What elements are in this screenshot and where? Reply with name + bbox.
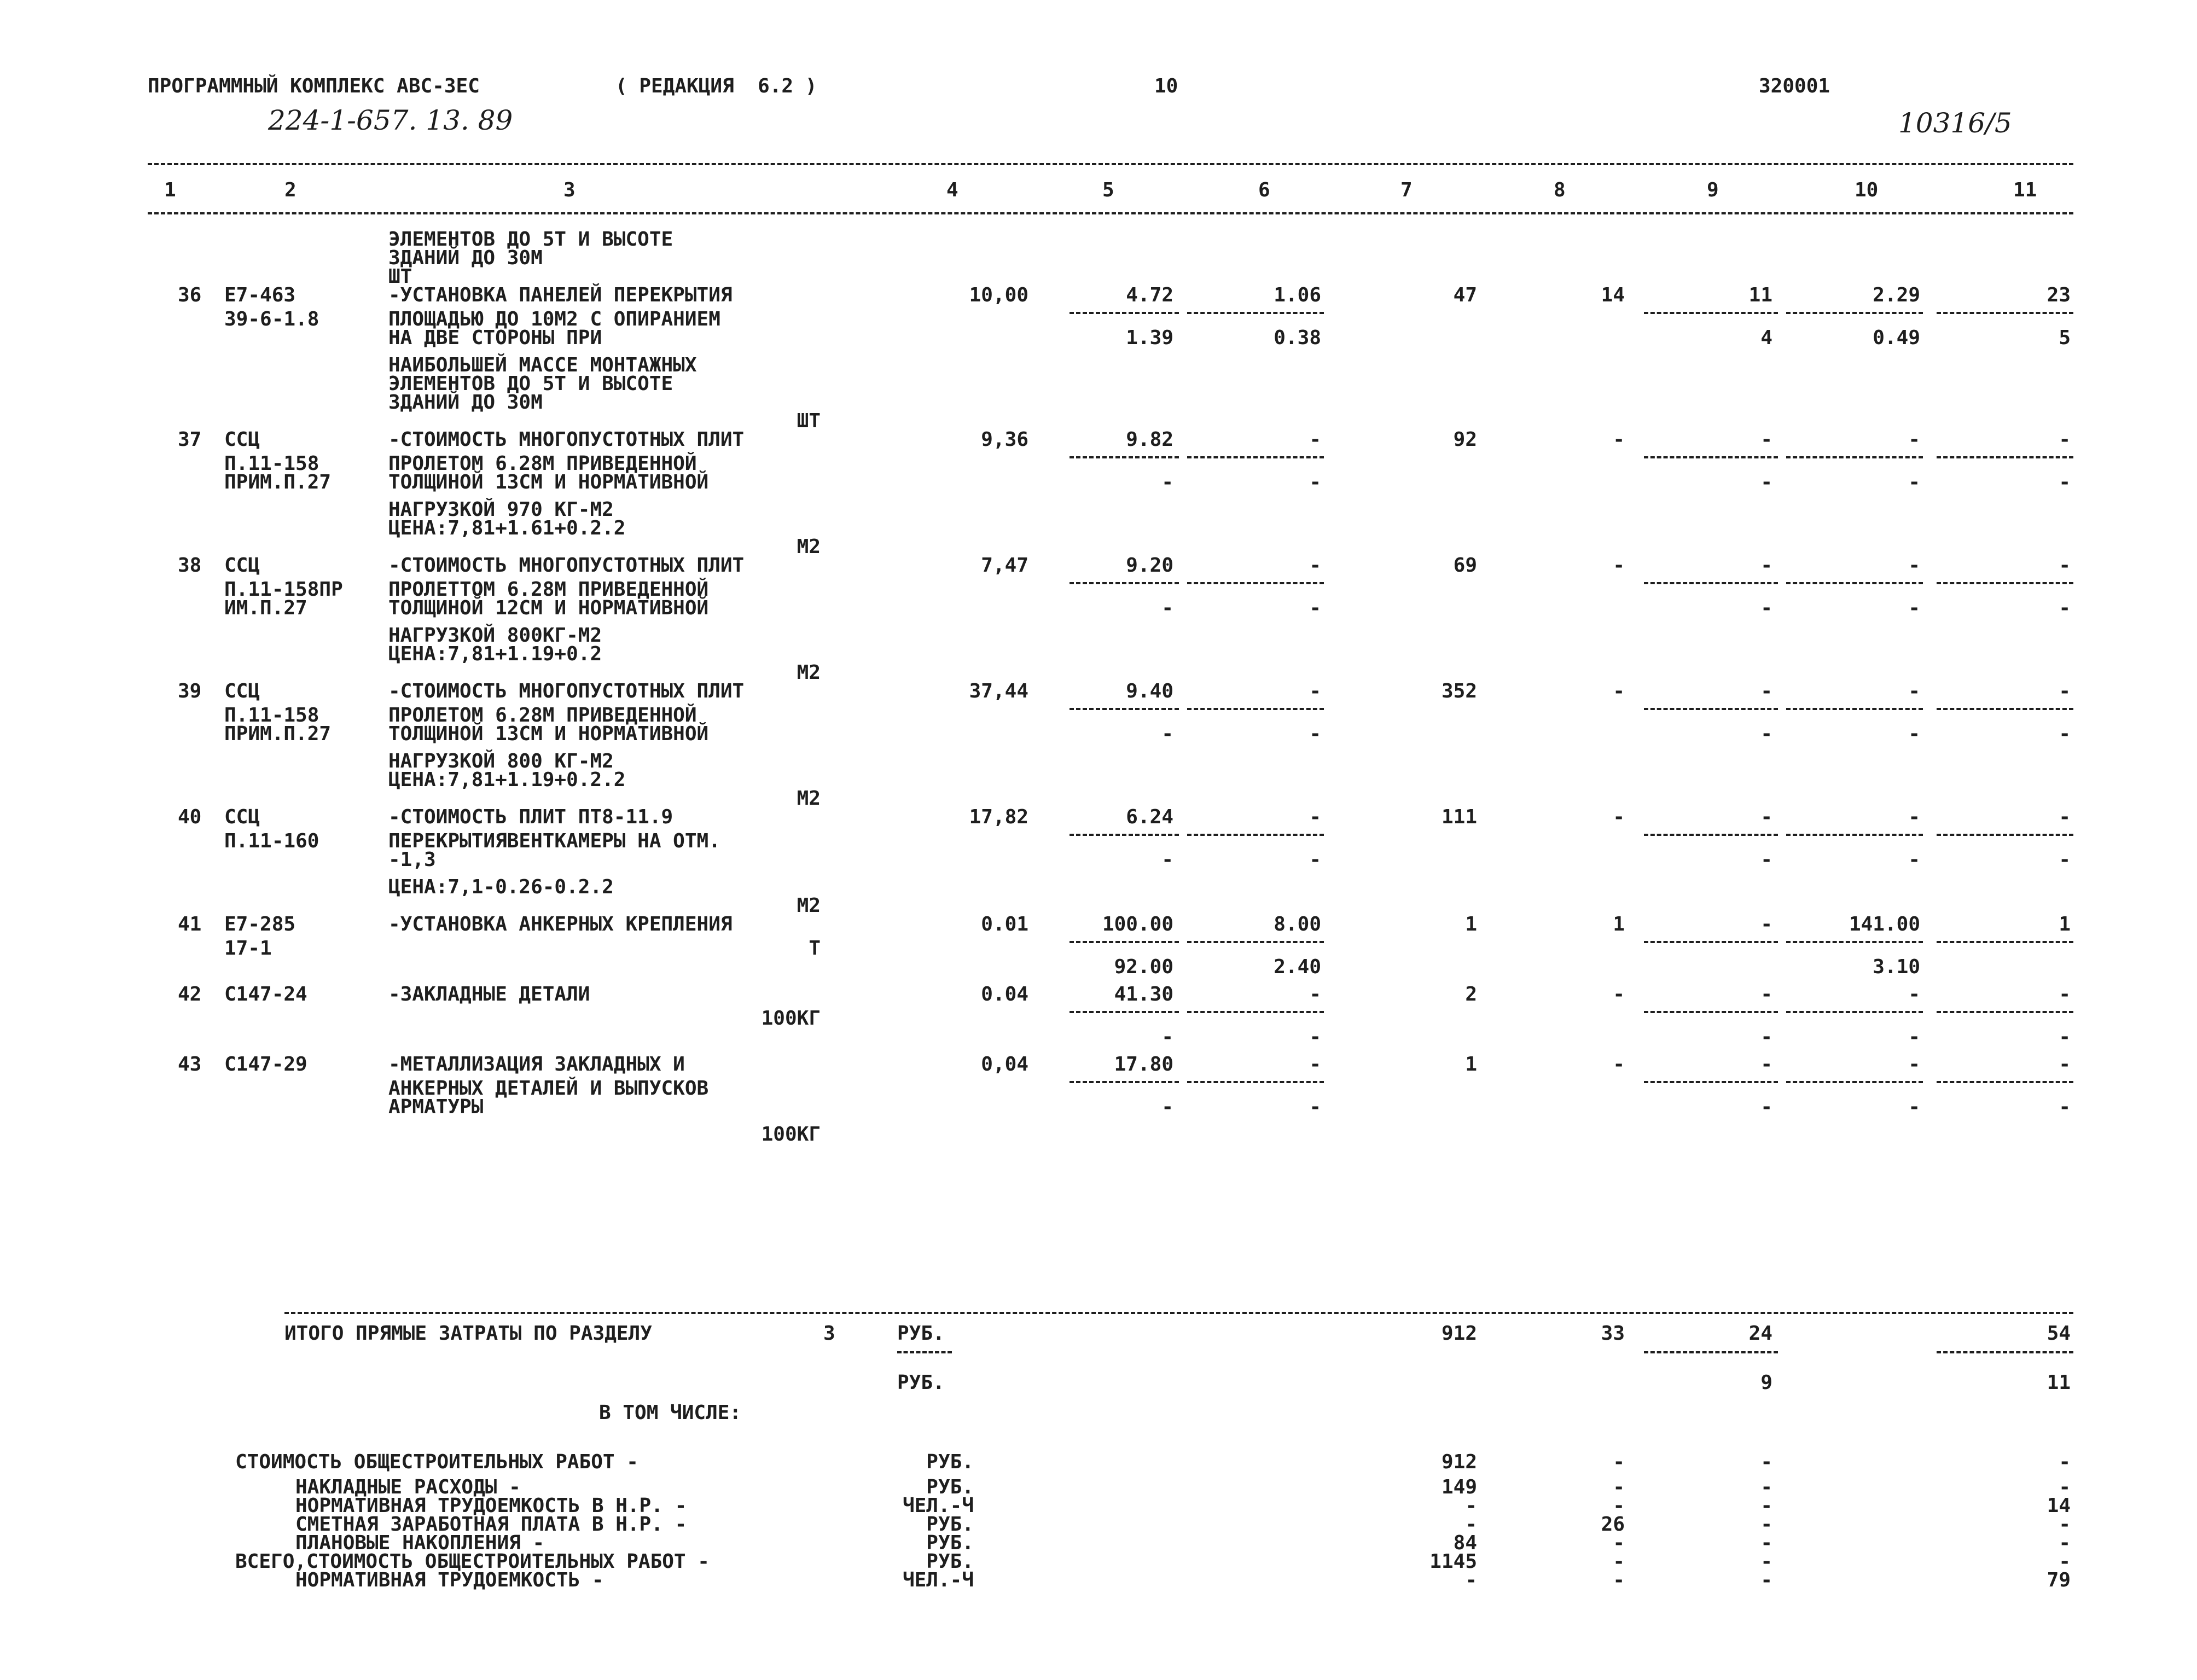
cell-c7: 1 xyxy=(1465,913,1477,935)
item-description: -1,3 xyxy=(388,848,436,871)
summary-c8: - xyxy=(1613,1550,1625,1573)
cell-c6: - xyxy=(1309,554,1321,577)
cell-c9: - xyxy=(1760,983,1772,1005)
item-description: АРМАТУРЫ xyxy=(388,1096,484,1118)
item-code: П.11-160 xyxy=(224,830,319,852)
cell-c7: 69 xyxy=(1453,554,1477,577)
totals-title: ИТОГО ПРЯМЫЕ ЗАТРАТЫ ПО РАЗДЕЛУ xyxy=(284,1322,652,1345)
item-number: 39 xyxy=(178,680,202,702)
header-rule-top xyxy=(148,163,2073,165)
fraction-bar xyxy=(1187,1011,1324,1013)
fraction-bar xyxy=(1937,1011,2073,1013)
cell-c4: 0.04 xyxy=(981,983,1028,1005)
column-header-5: 5 xyxy=(1102,179,1114,201)
item-code: ССЦ xyxy=(224,806,260,828)
column-header-8: 8 xyxy=(1554,179,1566,201)
cell-c5: 92.00 xyxy=(1114,956,1173,978)
summary-label: СТОИМОСТЬ ОБЩЕСТРОИТЕЛЬНЫХ РАБОТ - xyxy=(235,1451,638,1473)
totals-unit-2: РУБ. xyxy=(897,1371,945,1394)
item-description: -СТОИМОСТЬ ПЛИТ ПТ8-11.9 xyxy=(388,806,673,828)
fraction-bar xyxy=(1786,312,1923,314)
item-number: 37 xyxy=(178,428,202,451)
cell-c8: 14 xyxy=(1601,284,1625,306)
cell-c4: 7,47 xyxy=(981,554,1028,577)
cell-c11: - xyxy=(2059,806,2071,828)
page-number: 10 xyxy=(1154,75,1178,97)
item-unit: М2 xyxy=(797,536,821,558)
item-unit: М2 xyxy=(797,787,821,810)
cell-c8: - xyxy=(1613,554,1625,577)
cell-c6: - xyxy=(1309,428,1321,451)
item-description: ЗДАНИЙ ДО 30М xyxy=(388,391,543,414)
fraction-bar xyxy=(1786,834,1923,836)
summary-c7: 1145 xyxy=(1429,1550,1477,1573)
item-description: -УСТАНОВКА ПАНЕЛЕЙ ПЕРЕКРЫТИЯ xyxy=(388,284,733,306)
summary-c7: - xyxy=(1465,1495,1477,1517)
cell-c10: 3.10 xyxy=(1873,956,1920,978)
summary-label: НАКЛАДНЫЕ РАСХОДЫ - xyxy=(295,1476,521,1498)
item-code: 17-1 xyxy=(224,937,272,960)
fraction-bar xyxy=(1786,1081,1923,1083)
cell-c9: - xyxy=(1760,913,1772,935)
cell-c11: - xyxy=(2059,597,2071,619)
item-code: Е7-463 xyxy=(224,284,296,306)
cell-c4: 10,00 xyxy=(969,284,1028,306)
fraction-bar xyxy=(1937,708,2073,710)
fraction-bar xyxy=(1644,1011,1778,1013)
item-code: ПРИМ.П.27 xyxy=(224,471,332,493)
cell-c11: - xyxy=(2059,680,2071,702)
item-description: -СТОИМОСТЬ МНОГОПУСТОТНЫХ ПЛИТ xyxy=(388,554,745,577)
item-unit: М2 xyxy=(797,894,821,917)
item-description: ТОЛЩИНОЙ 12СМ И НОРМАТИВНОЙ xyxy=(388,597,709,619)
summary-label: СМЕТНАЯ ЗАРАБОТНАЯ ПЛАТА В Н.Р. - xyxy=(295,1513,687,1536)
fraction-bar xyxy=(1187,582,1324,584)
fraction-bar xyxy=(1644,834,1778,836)
cell-c9: - xyxy=(1760,471,1772,493)
document-code: 320001 xyxy=(1759,75,1830,97)
cell-c11: - xyxy=(2059,428,2071,451)
cell-c6: - xyxy=(1309,983,1321,1005)
cell-c10: - xyxy=(1908,723,1920,745)
cell-c9: - xyxy=(1760,597,1772,619)
fraction-bar xyxy=(1937,582,2073,584)
fraction-bar xyxy=(1786,456,1923,458)
cell-c10: - xyxy=(1908,806,1920,828)
item-code: С147-29 xyxy=(224,1053,307,1076)
fraction-bar xyxy=(1786,582,1923,584)
item-code: П.11-158ПР xyxy=(224,578,343,601)
fraction-bar xyxy=(1644,1081,1778,1083)
fraction-bar xyxy=(1937,941,2073,943)
summary-label: ПЛАНОВЫЕ НАКОПЛЕНИЯ - xyxy=(295,1532,545,1554)
fraction-bar xyxy=(1644,456,1778,458)
fraction-bar xyxy=(1786,708,1923,710)
summary-c8: - xyxy=(1613,1532,1625,1554)
cell-c11: 5 xyxy=(2059,327,2071,349)
item-description: ПРОЛЕТОМ 6.28М ПРИВЕДЕННОЙ xyxy=(388,704,697,726)
item-code: 39-6-1.8 xyxy=(224,308,319,330)
cell-c6: - xyxy=(1309,680,1321,702)
item-unit: ШТ xyxy=(797,410,821,432)
summary-c11: 79 xyxy=(2047,1569,2071,1591)
item-code: П.11-158 xyxy=(224,704,319,726)
summary-c11: 14 xyxy=(2047,1495,2071,1517)
cell-c4: 0,04 xyxy=(981,1053,1028,1076)
fraction-bar xyxy=(1070,941,1179,943)
fraction-bar xyxy=(1187,941,1324,943)
cell-c9: - xyxy=(1760,428,1772,451)
cell-c7: 1 xyxy=(1465,1053,1477,1076)
cell-c11: - xyxy=(2059,1096,2071,1118)
cell-c5: - xyxy=(1161,848,1173,871)
totals-c7: 912 xyxy=(1441,1322,1477,1345)
fraction-bar xyxy=(1786,941,1923,943)
fraction-bar xyxy=(1187,312,1324,314)
cell-c8: - xyxy=(1613,680,1625,702)
summary-c8: - xyxy=(1613,1476,1625,1498)
item-unit: 100КГ xyxy=(761,1007,821,1030)
fraction-bar xyxy=(1187,834,1324,836)
summary-c11: - xyxy=(2059,1451,2071,1473)
fraction-bar xyxy=(1187,708,1324,710)
cell-c10: - xyxy=(1908,1096,1920,1118)
summary-unit: РУБ. xyxy=(926,1550,974,1573)
fraction-bar xyxy=(1070,834,1179,836)
item-code: П.11-158 xyxy=(224,452,319,475)
cell-c4: 9,36 xyxy=(981,428,1028,451)
cell-c10: - xyxy=(1908,848,1920,871)
summary-c8: - xyxy=(1613,1569,1625,1591)
fraction-bar xyxy=(1187,1081,1324,1083)
item-unit: Т xyxy=(809,937,821,960)
cell-c11: - xyxy=(2059,848,2071,871)
totals-c11: 54 xyxy=(2047,1322,2071,1345)
summary-c9: - xyxy=(1760,1451,1772,1473)
cell-c10: 0.49 xyxy=(1873,327,1920,349)
summary-c9: - xyxy=(1760,1513,1772,1536)
cell-c9: 11 xyxy=(1748,284,1772,306)
cell-c6: 2.40 xyxy=(1274,956,1321,978)
fraction-bar xyxy=(1644,582,1778,584)
cell-c7: 352 xyxy=(1441,680,1477,702)
item-description: ТОЛЩИНОЙ 13СМ И НОРМАТИВНОЙ xyxy=(388,471,709,493)
item-description: -ЗАКЛАДНЫЕ ДЕТАЛИ xyxy=(388,983,590,1005)
cell-c9: - xyxy=(1760,848,1772,871)
cell-c9: - xyxy=(1760,554,1772,577)
cell-c11: - xyxy=(2059,983,2071,1005)
item-unit: М2 xyxy=(797,661,821,684)
fraction-bar xyxy=(1644,941,1778,943)
cell-c9: - xyxy=(1760,723,1772,745)
item-description: ПЕРЕКРЫТИЯВЕНТКАМЕРЫ НА ОТМ. xyxy=(388,830,720,852)
summary-c8: - xyxy=(1613,1495,1625,1517)
column-header-3: 3 xyxy=(563,179,576,201)
cell-c5: 9.82 xyxy=(1126,428,1173,451)
text-line: ЗДАНИЙ ДО 30М xyxy=(388,247,543,269)
cell-c9: - xyxy=(1760,1096,1772,1118)
fraction-bar xyxy=(1070,1081,1179,1083)
cell-c7: 2 xyxy=(1465,983,1477,1005)
summary-c8: 26 xyxy=(1601,1513,1625,1536)
cell-c10: 141.00 xyxy=(1849,913,1920,935)
totals-c11b: 11 xyxy=(2047,1371,2071,1394)
summary-c9: - xyxy=(1760,1550,1772,1573)
fraction-bar xyxy=(1644,708,1778,710)
cell-c10: - xyxy=(1908,597,1920,619)
cell-c5: - xyxy=(1161,1026,1173,1048)
item-description: АНКЕРНЫХ ДЕТАЛЕЙ И ВЫПУСКОВ xyxy=(388,1077,709,1100)
summary-c11: - xyxy=(2059,1476,2071,1498)
cell-c6: - xyxy=(1309,806,1321,828)
cell-c6: 8.00 xyxy=(1274,913,1321,935)
summary-c7: 912 xyxy=(1441,1451,1477,1473)
column-header-1: 1 xyxy=(164,179,176,201)
cell-c6: - xyxy=(1309,723,1321,745)
item-description: ЦЕНА:7,1-0.26-0.2.2 xyxy=(388,876,614,898)
cell-c5: 17.80 xyxy=(1114,1053,1173,1076)
item-description: НАИБОЛЬШЕЙ МАССЕ МОНТАЖНЫХ xyxy=(388,354,697,376)
item-description: ПРОЛЕТТОМ 6.28М ПРИВЕДЕННОЙ xyxy=(388,578,709,601)
summary-label: НОРМАТИВНАЯ ТРУДОЕМКОСТЬ - xyxy=(295,1569,604,1591)
fraction-bar xyxy=(1937,456,2073,458)
column-header-2: 2 xyxy=(284,179,297,201)
cell-c10: - xyxy=(1908,680,1920,702)
fraction-bar xyxy=(1070,456,1179,458)
summary-c9: - xyxy=(1760,1532,1772,1554)
item-code: ПРИМ.П.27 xyxy=(224,723,332,745)
fraction-bar xyxy=(1937,1081,2073,1083)
item-description: -МЕТАЛЛИЗАЦИЯ ЗАКЛАДНЫХ И xyxy=(388,1053,685,1076)
cell-c5: 4.72 xyxy=(1126,284,1173,306)
column-header-7: 7 xyxy=(1400,179,1413,201)
cell-c11: - xyxy=(2059,471,2071,493)
summary-c7: 149 xyxy=(1441,1476,1477,1498)
item-description: ЦЕНА:7,81+1.19+0.2 xyxy=(388,643,602,665)
cell-c5: 100.00 xyxy=(1102,913,1173,935)
item-description: ЦЕНА:7,81+1.19+0.2.2 xyxy=(388,769,626,791)
cell-c5: - xyxy=(1161,597,1173,619)
column-header-4: 4 xyxy=(946,179,958,201)
cell-c11: - xyxy=(2059,1026,2071,1048)
cell-c7: 47 xyxy=(1453,284,1477,306)
cell-c10: - xyxy=(1908,1026,1920,1048)
cell-c10: - xyxy=(1908,471,1920,493)
text-line: ЭЛЕМЕНТОВ ДО 5Т И ВЫСОТЕ xyxy=(388,228,673,251)
item-code: ИМ.П.27 xyxy=(224,597,307,619)
item-description: -СТОИМОСТЬ МНОГОПУСТОТНЫХ ПЛИТ xyxy=(388,428,745,451)
cell-c5: 41.30 xyxy=(1114,983,1173,1005)
summary-c11: - xyxy=(2059,1532,2071,1554)
summary-unit: РУБ. xyxy=(926,1476,974,1498)
totals-c9: 24 xyxy=(1748,1322,1772,1345)
totals-unit: РУБ. xyxy=(897,1322,945,1345)
cell-c10: - xyxy=(1908,983,1920,1005)
cell-c6: - xyxy=(1309,848,1321,871)
column-header-10: 10 xyxy=(1855,179,1879,201)
cell-c11: - xyxy=(2059,723,2071,745)
summary-c9: - xyxy=(1760,1495,1772,1517)
fraction-bar xyxy=(1187,456,1324,458)
item-number: 38 xyxy=(178,554,202,577)
item-code: ССЦ xyxy=(224,428,260,451)
cell-c6: - xyxy=(1309,471,1321,493)
summary-unit: РУБ. xyxy=(926,1532,974,1554)
edition-label: ( РЕДАКЦИЯ 6.2 ) xyxy=(615,75,817,97)
fraction-bar xyxy=(1786,1011,1923,1013)
item-description: -СТОИМОСТЬ МНОГОПУСТОТНЫХ ПЛИТ xyxy=(388,680,745,702)
cell-c5: - xyxy=(1161,471,1173,493)
fraction-bar xyxy=(1070,312,1179,314)
cell-c8: - xyxy=(1613,428,1625,451)
cell-c6: - xyxy=(1309,597,1321,619)
column-header-6: 6 xyxy=(1258,179,1270,201)
column-header-9: 9 xyxy=(1707,179,1719,201)
summary-c9: - xyxy=(1760,1476,1772,1498)
fraction-bar xyxy=(1070,708,1179,710)
item-description: НАГРУЗКОЙ 970 КГ-М2 xyxy=(388,498,614,521)
cell-c6: 1.06 xyxy=(1274,284,1321,306)
cell-c7: 92 xyxy=(1453,428,1477,451)
item-description: ПРОЛЕТОМ 6.28М ПРИВЕДЕННОЙ xyxy=(388,452,697,475)
summary-c11: - xyxy=(2059,1513,2071,1536)
summary-unit: РУБ. xyxy=(926,1513,974,1536)
cell-c10: - xyxy=(1908,428,1920,451)
cell-c10: - xyxy=(1908,554,1920,577)
fraction-bar xyxy=(1070,1011,1179,1013)
item-number: 40 xyxy=(178,806,202,828)
totals-bar xyxy=(1937,1351,2073,1353)
cell-c4: 37,44 xyxy=(969,680,1028,702)
item-description: ТОЛЩИНОЙ 13СМ И НОРМАТИВНОЙ xyxy=(388,723,709,745)
item-description: -УСТАНОВКА АНКЕРНЫХ КРЕПЛЕНИЯ xyxy=(388,913,733,935)
item-number: 43 xyxy=(178,1053,202,1076)
including-label: В ТОМ ЧИСЛЕ: xyxy=(599,1402,742,1424)
item-unit: 100КГ xyxy=(761,1123,821,1146)
fraction-bar xyxy=(1937,834,2073,836)
summary-c9: - xyxy=(1760,1569,1772,1591)
totals-c9b: 9 xyxy=(1760,1371,1772,1394)
fraction-bar xyxy=(1937,312,2073,314)
cell-c9: 4 xyxy=(1760,327,1772,349)
cell-c7: 111 xyxy=(1441,806,1477,828)
item-description: ПЛОЩАДЬЮ ДО 10М2 С ОПИРАНИЕМ xyxy=(388,308,720,330)
cell-c4: 17,82 xyxy=(969,806,1028,828)
program-name: ПРОГРАММНЫЙ КОМПЛЕКС АВС-ЗЕС xyxy=(148,75,480,97)
summary-unit: ЧЕЛ.-Ч xyxy=(902,1495,974,1517)
cell-c6: - xyxy=(1309,1026,1321,1048)
cell-c6: - xyxy=(1309,1096,1321,1118)
cell-c11: 23 xyxy=(2047,284,2071,306)
item-description: ЦЕНА:7,81+1.61+0.2.2 xyxy=(388,517,626,539)
column-header-11: 11 xyxy=(2013,179,2037,201)
item-description: НАГРУЗКОЙ 800КГ-М2 xyxy=(388,624,602,647)
cell-c11: 1 xyxy=(2059,913,2071,935)
text-line: ШТ xyxy=(388,265,412,288)
cell-c5: 1.39 xyxy=(1126,327,1173,349)
totals-c8: 33 xyxy=(1601,1322,1625,1345)
summary-c7: - xyxy=(1465,1569,1477,1591)
fraction-bar xyxy=(1070,582,1179,584)
cell-c8: - xyxy=(1613,983,1625,1005)
header-rule-bottom xyxy=(148,212,2073,214)
sheet-number-handwritten: 10316/5 xyxy=(1898,107,2012,139)
item-code: ССЦ xyxy=(224,554,260,577)
cell-c8: - xyxy=(1613,1053,1625,1076)
totals-bar xyxy=(897,1351,952,1353)
summary-label: НОРМАТИВНАЯ ТРУДОЕМКОСТЬ В Н.Р. - xyxy=(295,1495,687,1517)
cell-c9: - xyxy=(1760,1053,1772,1076)
item-code: С147-24 xyxy=(224,983,307,1005)
cell-c5: - xyxy=(1161,1096,1173,1118)
cell-c8: 1 xyxy=(1613,913,1625,935)
item-number: 42 xyxy=(178,983,202,1005)
totals-rule xyxy=(284,1312,2073,1314)
cell-c5: 6.24 xyxy=(1126,806,1173,828)
cell-c11: - xyxy=(2059,554,2071,577)
summary-label: ВСЕГО,СТОИМОСТЬ ОБЩЕСТРОИТЕЛЬНЫХ РАБОТ - xyxy=(235,1550,710,1573)
item-description: НАГРУЗКОЙ 800 КГ-М2 xyxy=(388,750,614,772)
fraction-bar xyxy=(1644,312,1778,314)
cell-c6: - xyxy=(1309,1053,1321,1076)
summary-c7: - xyxy=(1465,1513,1477,1536)
cell-c5: 9.40 xyxy=(1126,680,1173,702)
cell-c9: - xyxy=(1760,1026,1772,1048)
item-description: ЭЛЕМЕНТОВ ДО 5Т И ВЫСОТЕ xyxy=(388,373,673,395)
cell-c5: - xyxy=(1161,723,1173,745)
cell-c4: 0.01 xyxy=(981,913,1028,935)
item-number: 41 xyxy=(178,913,202,935)
summary-c8: - xyxy=(1613,1451,1625,1473)
cell-c9: - xyxy=(1760,680,1772,702)
cell-c5: 9.20 xyxy=(1126,554,1173,577)
project-number-handwritten: 224-1-657. 13. 89 xyxy=(268,104,513,136)
cell-c11: - xyxy=(2059,1053,2071,1076)
summary-unit: ЧЕЛ.-Ч xyxy=(902,1569,974,1591)
summary-c7: 84 xyxy=(1453,1532,1477,1554)
totals-bar xyxy=(1644,1351,1778,1353)
cell-c10: 2.29 xyxy=(1873,284,1920,306)
item-code: Е7-285 xyxy=(224,913,296,935)
cell-c10: - xyxy=(1908,1053,1920,1076)
cell-c6: 0.38 xyxy=(1274,327,1321,349)
totals-section: 3 xyxy=(823,1322,835,1345)
item-description: НА ДВЕ СТОРОНЫ ПРИ xyxy=(388,327,602,349)
cell-c9: - xyxy=(1760,806,1772,828)
item-code: ССЦ xyxy=(224,680,260,702)
summary-unit: РУБ. xyxy=(926,1451,974,1473)
summary-c11: - xyxy=(2059,1550,2071,1573)
cell-c8: - xyxy=(1613,806,1625,828)
item-number: 36 xyxy=(178,284,202,306)
